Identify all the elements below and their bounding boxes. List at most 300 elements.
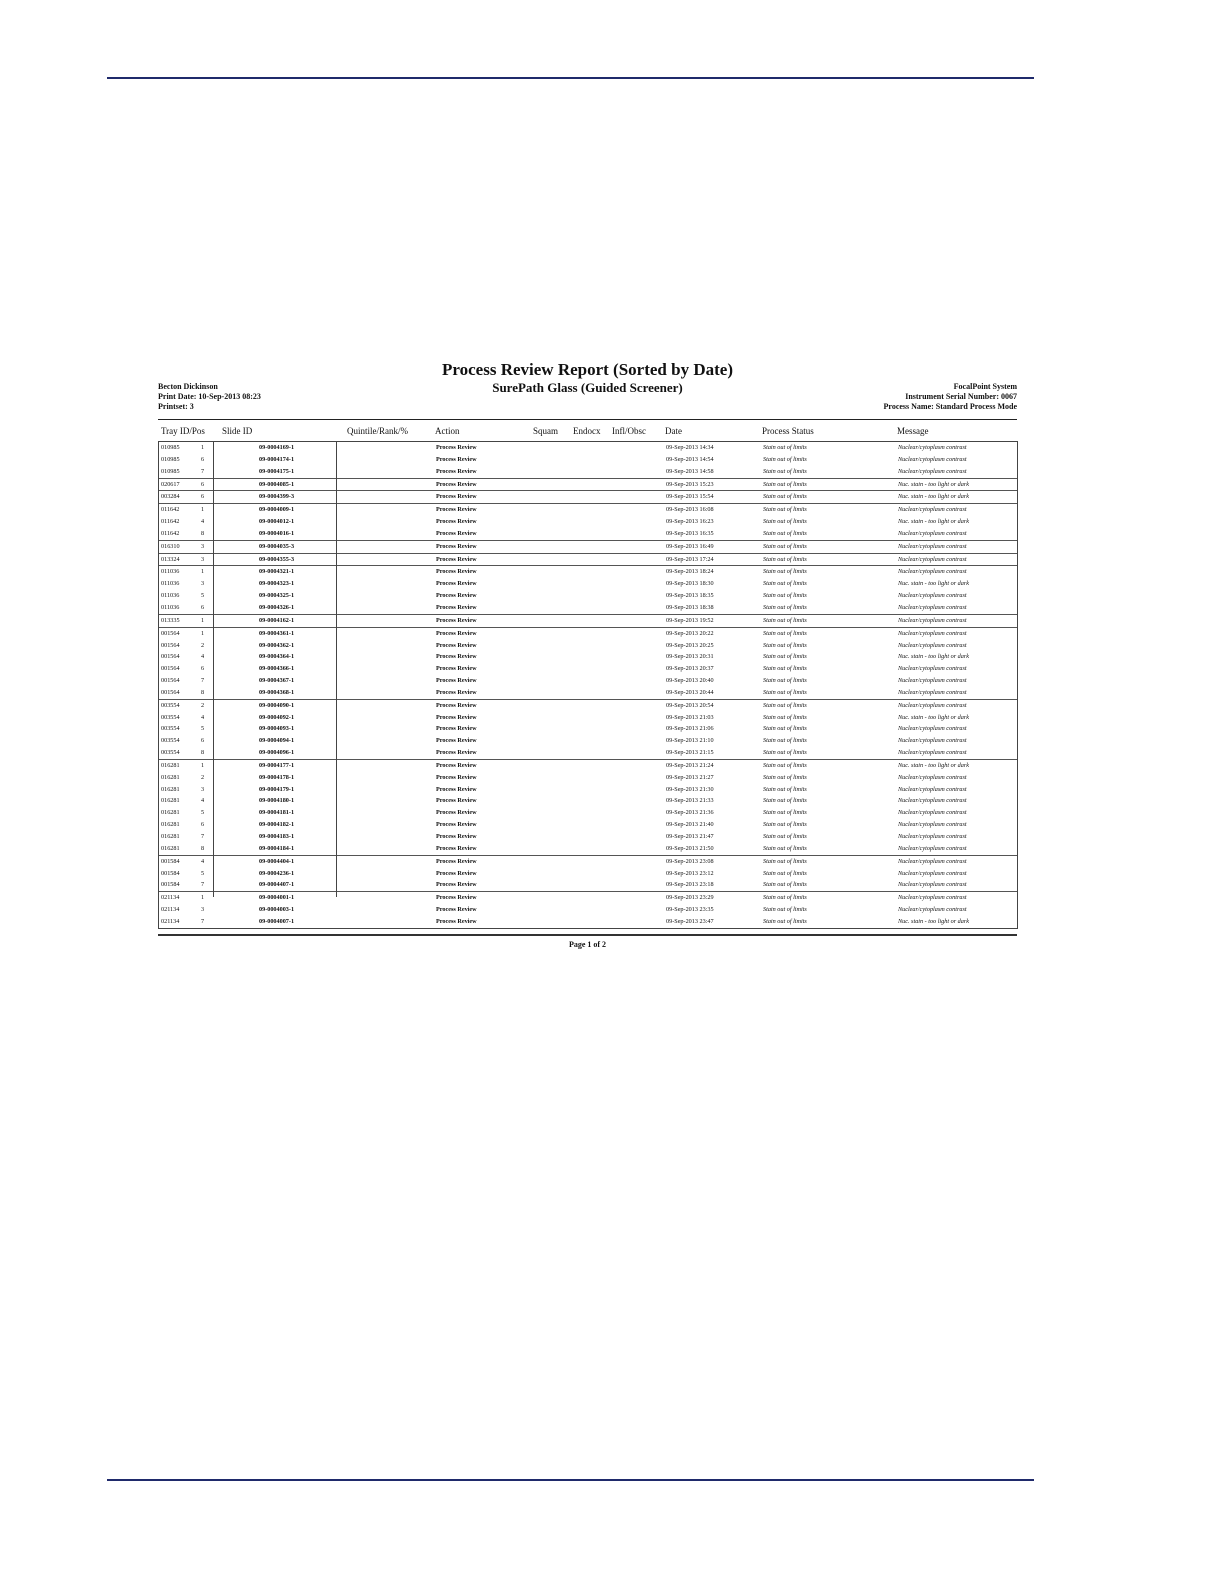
cell-process-status: Stain out of limits (763, 917, 807, 925)
cell-process-status: Stain out of limits (763, 713, 807, 721)
cell-message: Nuclear/cytoplasm contrast (898, 629, 967, 637)
table-row (159, 759, 1017, 772)
cell-action: Process Review (436, 529, 477, 537)
cell-slide-id: 09-0004035-3 (259, 542, 295, 550)
table-row (159, 675, 1017, 687)
cell-action: Process Review (436, 568, 477, 576)
table-row (159, 503, 1017, 516)
col-quintile: Quintile/Rank/% (347, 426, 408, 436)
table-row (159, 528, 1017, 540)
table-row (159, 807, 1017, 819)
cell-action: Process Review (436, 592, 477, 600)
cell-process-status: Stain out of limits (763, 542, 807, 550)
cell-slide-id: 09-0004325-1 (259, 592, 295, 600)
col-slide: Slide ID (222, 426, 253, 436)
cell-date: 09-Sep-2013 15:54 (666, 493, 714, 501)
cell-message: Nuc. stain - too light or dark (898, 518, 969, 526)
cell-action: Process Review (436, 797, 477, 805)
cell-action: Process Review (436, 881, 477, 889)
cell-action: Process Review (436, 701, 477, 709)
report-title: Process Review Report (Sorted by Date) (442, 360, 733, 379)
col-infl: Infl/Obsc (612, 426, 646, 436)
cell-position: 1 (201, 629, 205, 637)
cell-action: Process Review (436, 857, 477, 865)
cell-tray-id: 021134 (161, 917, 180, 925)
cell-action: Process Review (436, 665, 477, 673)
table-row (159, 614, 1017, 627)
cell-tray-id: 016281 (161, 821, 180, 829)
cell-date: 09-Sep-2013 18:30 (666, 580, 714, 588)
table-row (159, 916, 1017, 928)
cell-position: 6 (201, 493, 205, 501)
cell-position: 6 (201, 603, 205, 611)
cell-slide-id: 09-0004007-1 (259, 917, 295, 925)
cell-date: 09-Sep-2013 14:54 (666, 455, 714, 463)
table-row (159, 772, 1017, 784)
cell-tray-id: 003554 (161, 749, 180, 757)
cell-date: 09-Sep-2013 20:54 (666, 701, 714, 709)
cell-message: Nuclear/cytoplasm contrast (898, 906, 967, 914)
cell-message: Nuclear/cytoplasm contrast (898, 455, 967, 463)
cell-slide-id: 09-0004368-1 (259, 688, 295, 696)
cell-message: Nuclear/cytoplasm contrast (898, 773, 967, 781)
cell-position: 5 (201, 809, 205, 817)
cell-position: 8 (201, 749, 205, 757)
cell-tray-id: 003554 (161, 701, 180, 709)
cell-process-status: Stain out of limits (763, 455, 807, 463)
cell-date: 09-Sep-2013 20:25 (666, 641, 714, 649)
cell-message: Nuclear/cytoplasm contrast (898, 869, 967, 877)
cell-slide-id: 09-0004407-1 (259, 881, 295, 889)
cell-tray-id: 001564 (161, 629, 180, 637)
cell-message: Nuclear/cytoplasm contrast (898, 529, 967, 537)
cell-date: 09-Sep-2013 16:35 (666, 529, 714, 537)
cell-slide-id: 09-0004012-1 (259, 518, 295, 526)
cell-date: 09-Sep-2013 20:31 (666, 653, 714, 661)
cell-action: Process Review (436, 493, 477, 501)
cell-message: Nuclear/cytoplasm contrast (898, 592, 967, 600)
cell-tray-id: 016281 (161, 797, 180, 805)
col-status: Process Status (762, 426, 814, 436)
cell-message: Nuclear/cytoplasm contrast (898, 797, 967, 805)
cell-slide-id: 09-0004169-1 (259, 444, 295, 451)
report-subtitle: SurePath Glass (Guided Screener) (492, 380, 683, 395)
cell-date: 09-Sep-2013 20:37 (666, 665, 714, 673)
cell-tray-id: 011642 (161, 506, 180, 514)
cell-message: Nuclear/cytoplasm contrast (898, 506, 967, 514)
cell-action: Process Review (436, 480, 477, 488)
cell-process-status: Stain out of limits (763, 869, 807, 877)
cell-slide-id: 09-0004367-1 (259, 677, 295, 685)
cell-message: Nuc. stain - too light or dark (898, 917, 969, 925)
cell-process-status: Stain out of limits (763, 797, 807, 805)
table-row (159, 553, 1017, 566)
table-row (159, 904, 1017, 916)
cell-process-status: Stain out of limits (763, 444, 807, 451)
cell-action: Process Review (436, 749, 477, 757)
cell-tray-id: 010985 (161, 444, 180, 451)
cell-tray-id: 001584 (161, 857, 180, 865)
cell-position: 7 (201, 677, 205, 685)
table-row (159, 663, 1017, 675)
cell-tray-id: 016281 (161, 761, 180, 769)
cell-action: Process Review (436, 785, 477, 793)
cell-position: 4 (201, 797, 205, 805)
cell-action: Process Review (436, 844, 477, 852)
cell-slide-id: 09-0004094-1 (259, 737, 295, 745)
cell-position: 3 (201, 785, 205, 793)
cell-position: 6 (201, 737, 205, 745)
table-row (159, 723, 1017, 735)
cell-tray-id: 013324 (161, 555, 180, 563)
cell-slide-id: 09-0004361-1 (259, 629, 295, 637)
cell-position: 3 (201, 542, 205, 550)
table-row (159, 478, 1017, 491)
cell-position: 8 (201, 844, 205, 852)
cell-position: 7 (201, 881, 205, 889)
cell-process-status: Stain out of limits (763, 844, 807, 852)
cell-slide-id: 09-0004399-3 (259, 493, 295, 501)
cell-message: Nuc. stain - too light or dark (898, 713, 969, 721)
system-name: FocalPoint System (953, 382, 1017, 391)
cell-action: Process Review (436, 688, 477, 696)
cell-action: Process Review (436, 737, 477, 745)
cell-date: 09-Sep-2013 21:15 (666, 749, 714, 757)
table-row (159, 540, 1017, 553)
cell-process-status: Stain out of limits (763, 480, 807, 488)
cell-date: 09-Sep-2013 23:18 (666, 881, 714, 889)
cell-message: Nuclear/cytoplasm contrast (898, 894, 967, 902)
cell-date: 09-Sep-2013 21:47 (666, 833, 714, 840)
cell-date: 09-Sep-2013 21:50 (666, 844, 714, 852)
cell-process-status: Stain out of limits (763, 580, 807, 588)
cell-slide-id: 09-0004184-1 (259, 844, 295, 852)
cell-action: Process Review (436, 506, 477, 514)
cell-action: Process Review (436, 455, 477, 463)
cell-process-status: Stain out of limits (763, 506, 807, 514)
cell-position: 1 (201, 761, 205, 769)
cell-date: 09-Sep-2013 16:23 (666, 518, 714, 526)
table-row (159, 843, 1017, 855)
cell-tray-id: 011642 (161, 518, 180, 526)
cell-action: Process Review (436, 773, 477, 781)
cell-slide-id: 09-0004001-1 (259, 894, 295, 902)
table-row (159, 784, 1017, 796)
cell-date: 09-Sep-2013 21:06 (666, 725, 714, 733)
table-row (159, 590, 1017, 602)
col-date: Date (665, 426, 682, 436)
cell-position: 6 (201, 455, 205, 463)
cell-date: 09-Sep-2013 18:24 (666, 568, 714, 576)
cell-message: Nuclear/cytoplasm contrast (898, 881, 967, 889)
cell-tray-id: 003554 (161, 713, 180, 721)
cell-position: 2 (201, 773, 205, 781)
table-row (159, 795, 1017, 807)
cell-process-status: Stain out of limits (763, 653, 807, 661)
table-row (159, 868, 1017, 880)
cell-process-status: Stain out of limits (763, 518, 807, 526)
cell-slide-id: 09-0004366-1 (259, 665, 295, 673)
cell-message: Nuclear/cytoplasm contrast (898, 857, 967, 865)
cell-action: Process Review (436, 518, 477, 526)
table-row (159, 855, 1017, 868)
cell-message: Nuc. stain - too light or dark (898, 480, 969, 488)
cell-process-status: Stain out of limits (763, 749, 807, 757)
top-rule (107, 77, 1034, 79)
col-message: Message (897, 426, 929, 436)
cell-date: 09-Sep-2013 21:33 (666, 797, 714, 805)
cell-slide-id: 09-0004090-1 (259, 701, 295, 709)
cell-date: 09-Sep-2013 20:40 (666, 677, 714, 685)
cell-action: Process Review (436, 580, 477, 588)
cell-position: 7 (201, 467, 205, 475)
cell-process-status: Stain out of limits (763, 761, 807, 769)
table-row (159, 891, 1017, 904)
cell-position: 6 (201, 665, 205, 673)
cell-tray-id: 001564 (161, 688, 180, 696)
cell-position: 3 (201, 580, 205, 588)
col-squam: Squam (533, 426, 559, 436)
cell-date: 09-Sep-2013 20:44 (666, 688, 714, 696)
cell-tray-id: 011642 (161, 529, 180, 537)
cell-action: Process Review (436, 616, 477, 624)
cell-process-status: Stain out of limits (763, 701, 807, 709)
cell-process-status: Stain out of limits (763, 881, 807, 889)
cell-message: Nuclear/cytoplasm contrast (898, 809, 967, 817)
cell-position: 8 (201, 529, 205, 537)
cell-position: 5 (201, 869, 205, 877)
column-headers (158, 426, 1017, 440)
cell-position: 2 (201, 641, 205, 649)
cell-slide-id: 09-0004182-1 (259, 821, 295, 829)
company-name: Becton Dickinson (158, 382, 218, 391)
cell-position: 5 (201, 592, 205, 600)
cell-tray-id: 016281 (161, 833, 180, 840)
cell-slide-id: 09-0004362-1 (259, 641, 295, 649)
cell-date: 09-Sep-2013 21:10 (666, 737, 714, 745)
cell-slide-id: 09-0004364-1 (259, 653, 295, 661)
cell-action: Process Review (436, 555, 477, 563)
cell-process-status: Stain out of limits (763, 725, 807, 733)
bottom-rule (107, 1479, 1034, 1481)
cell-date: 09-Sep-2013 18:38 (666, 603, 714, 611)
cell-message: Nuclear/cytoplasm contrast (898, 844, 967, 852)
cell-message: Nuc. stain - too light or dark (898, 761, 969, 769)
table-row (159, 490, 1017, 503)
cell-date: 09-Sep-2013 16:08 (666, 506, 714, 514)
cell-action: Process Review (436, 725, 477, 733)
header-right (884, 382, 1017, 412)
cell-tray-id: 003554 (161, 737, 180, 745)
cell-date: 09-Sep-2013 23:12 (666, 869, 714, 877)
cell-message: Nuclear/cytoplasm contrast (898, 467, 967, 475)
cell-date: 09-Sep-2013 21:40 (666, 821, 714, 829)
table-row (159, 651, 1017, 663)
table-row (159, 627, 1017, 640)
cell-slide-id: 09-0004096-1 (259, 749, 295, 757)
table-row (159, 640, 1017, 652)
cell-position: 3 (201, 555, 205, 563)
cell-date: 09-Sep-2013 23:47 (666, 917, 714, 925)
cell-date: 09-Sep-2013 23:08 (666, 857, 714, 865)
table-row (159, 699, 1017, 712)
cell-position: 1 (201, 894, 205, 902)
cell-action: Process Review (436, 894, 477, 902)
cell-tray-id: 003554 (161, 725, 180, 733)
cell-process-status: Stain out of limits (763, 821, 807, 829)
cell-action: Process Review (436, 542, 477, 550)
cell-slide-id: 09-0004179-1 (259, 785, 295, 793)
print-date: Print Date: 10-Sep-2013 08:23 (158, 392, 261, 401)
cell-message: Nuclear/cytoplasm contrast (898, 749, 967, 757)
cell-position: 6 (201, 480, 205, 488)
cell-process-status: Stain out of limits (763, 737, 807, 745)
table-row (159, 442, 1017, 454)
cell-slide-id: 09-0004085-1 (259, 480, 295, 488)
cell-slide-id: 09-0004326-1 (259, 603, 295, 611)
cell-date: 09-Sep-2013 20:22 (666, 629, 714, 637)
cell-slide-id: 09-0004177-1 (259, 761, 295, 769)
col-action: Action (435, 426, 460, 436)
cell-action: Process Review (436, 653, 477, 661)
cell-tray-id: 011036 (161, 603, 180, 611)
cell-date: 09-Sep-2013 17:24 (666, 555, 714, 563)
cell-tray-id: 021134 (161, 906, 180, 914)
cell-date: 09-Sep-2013 23:35 (666, 906, 714, 914)
cell-slide-id: 09-0004355-3 (259, 555, 295, 563)
cell-slide-id: 09-0004175-1 (259, 467, 295, 475)
cell-tray-id: 010985 (161, 467, 180, 475)
cell-action: Process Review (436, 906, 477, 914)
cell-position: 5 (201, 725, 205, 733)
cell-date: 09-Sep-2013 21:03 (666, 713, 714, 721)
table-row (159, 735, 1017, 747)
table-row (159, 687, 1017, 699)
cell-tray-id: 013335 (161, 616, 180, 624)
column-divider (336, 441, 337, 897)
cell-slide-id: 09-0004323-1 (259, 580, 295, 588)
cell-process-status: Stain out of limits (763, 677, 807, 685)
cell-date: 09-Sep-2013 21:24 (666, 761, 714, 769)
printset: Printset: 3 (158, 402, 194, 411)
cell-position: 4 (201, 653, 205, 661)
cell-process-status: Stain out of limits (763, 629, 807, 637)
cell-tray-id: 001564 (161, 677, 180, 685)
cell-message: Nuclear/cytoplasm contrast (898, 677, 967, 685)
cell-position: 7 (201, 833, 205, 840)
cell-tray-id: 011036 (161, 568, 180, 576)
cell-date: 09-Sep-2013 14:34 (666, 444, 714, 451)
header-divider (158, 419, 1017, 420)
cell-action: Process Review (436, 869, 477, 877)
cell-slide-id: 09-0004016-1 (259, 529, 295, 537)
header-left (158, 382, 261, 412)
cell-message: Nuclear/cytoplasm contrast (898, 785, 967, 793)
cell-tray-id: 001564 (161, 665, 180, 673)
cell-message: Nuc. stain - too light or dark (898, 493, 969, 501)
cell-process-status: Stain out of limits (763, 857, 807, 865)
cell-tray-id: 016281 (161, 773, 180, 781)
cell-message: Nuclear/cytoplasm contrast (898, 688, 967, 696)
table-row (159, 454, 1017, 466)
cell-date: 09-Sep-2013 23:29 (666, 894, 714, 902)
cell-tray-id: 001584 (161, 869, 180, 877)
cell-process-status: Stain out of limits (763, 773, 807, 781)
cell-position: 1 (201, 616, 205, 624)
table-row (159, 578, 1017, 590)
cell-process-status: Stain out of limits (763, 833, 807, 840)
cell-slide-id: 09-0004236-1 (259, 869, 295, 877)
cell-process-status: Stain out of limits (763, 616, 807, 624)
cell-slide-id: 09-0004178-1 (259, 773, 295, 781)
cell-message: Nuclear/cytoplasm contrast (898, 555, 967, 563)
cell-position: 4 (201, 518, 205, 526)
cell-position: 1 (201, 506, 205, 514)
cell-action: Process Review (436, 677, 477, 685)
cell-date: 09-Sep-2013 14:58 (666, 467, 714, 475)
cell-date: 09-Sep-2013 21:30 (666, 785, 714, 793)
table-row (159, 879, 1017, 891)
cell-slide-id: 09-0004162-1 (259, 616, 295, 624)
table-row (159, 565, 1017, 578)
cell-message: Nuclear/cytoplasm contrast (898, 444, 967, 451)
table-row (159, 819, 1017, 831)
cell-process-status: Stain out of limits (763, 894, 807, 902)
cell-slide-id: 09-0004003-1 (259, 906, 295, 914)
cell-message: Nuclear/cytoplasm contrast (898, 568, 967, 576)
cell-tray-id: 016310 (161, 542, 180, 550)
cell-message: Nuclear/cytoplasm contrast (898, 725, 967, 733)
cell-slide-id: 09-0004174-1 (259, 455, 295, 463)
cell-message: Nuclear/cytoplasm contrast (898, 701, 967, 709)
cell-date: 09-Sep-2013 21:36 (666, 809, 714, 817)
cell-process-status: Stain out of limits (763, 555, 807, 563)
cell-message: Nuclear/cytoplasm contrast (898, 737, 967, 745)
cell-process-status: Stain out of limits (763, 665, 807, 673)
cell-position: 7 (201, 917, 205, 925)
cell-process-status: Stain out of limits (763, 529, 807, 537)
cell-process-status: Stain out of limits (763, 467, 807, 475)
footer-rule (158, 934, 1017, 936)
cell-process-status: Stain out of limits (763, 592, 807, 600)
cell-message: Nuclear/cytoplasm contrast (898, 616, 967, 624)
cell-action: Process Review (436, 713, 477, 721)
cell-action: Process Review (436, 603, 477, 611)
cell-date: 09-Sep-2013 19:52 (666, 616, 714, 624)
cell-process-status: Stain out of limits (763, 785, 807, 793)
results-table (158, 441, 1018, 929)
cell-message: Nuc. stain - too light or dark (898, 653, 969, 661)
cell-slide-id: 09-0004180-1 (259, 797, 295, 805)
cell-tray-id: 016281 (161, 785, 180, 793)
cell-message: Nuclear/cytoplasm contrast (898, 603, 967, 611)
cell-tray-id: 001564 (161, 641, 180, 649)
cell-process-status: Stain out of limits (763, 688, 807, 696)
cell-action: Process Review (436, 641, 477, 649)
cell-slide-id: 09-0004181-1 (259, 809, 295, 817)
cell-date: 09-Sep-2013 21:27 (666, 773, 714, 781)
cell-position: 1 (201, 444, 205, 451)
cell-slide-id: 09-0004092-1 (259, 713, 295, 721)
cell-action: Process Review (436, 833, 477, 840)
cell-tray-id: 016281 (161, 844, 180, 852)
page-number: Page 1 of 2 (568, 940, 607, 949)
report (158, 360, 1017, 949)
cell-action: Process Review (436, 761, 477, 769)
table-row (159, 747, 1017, 759)
cell-tray-id: 003284 (161, 493, 180, 501)
cell-slide-id: 09-0004321-1 (259, 568, 295, 576)
